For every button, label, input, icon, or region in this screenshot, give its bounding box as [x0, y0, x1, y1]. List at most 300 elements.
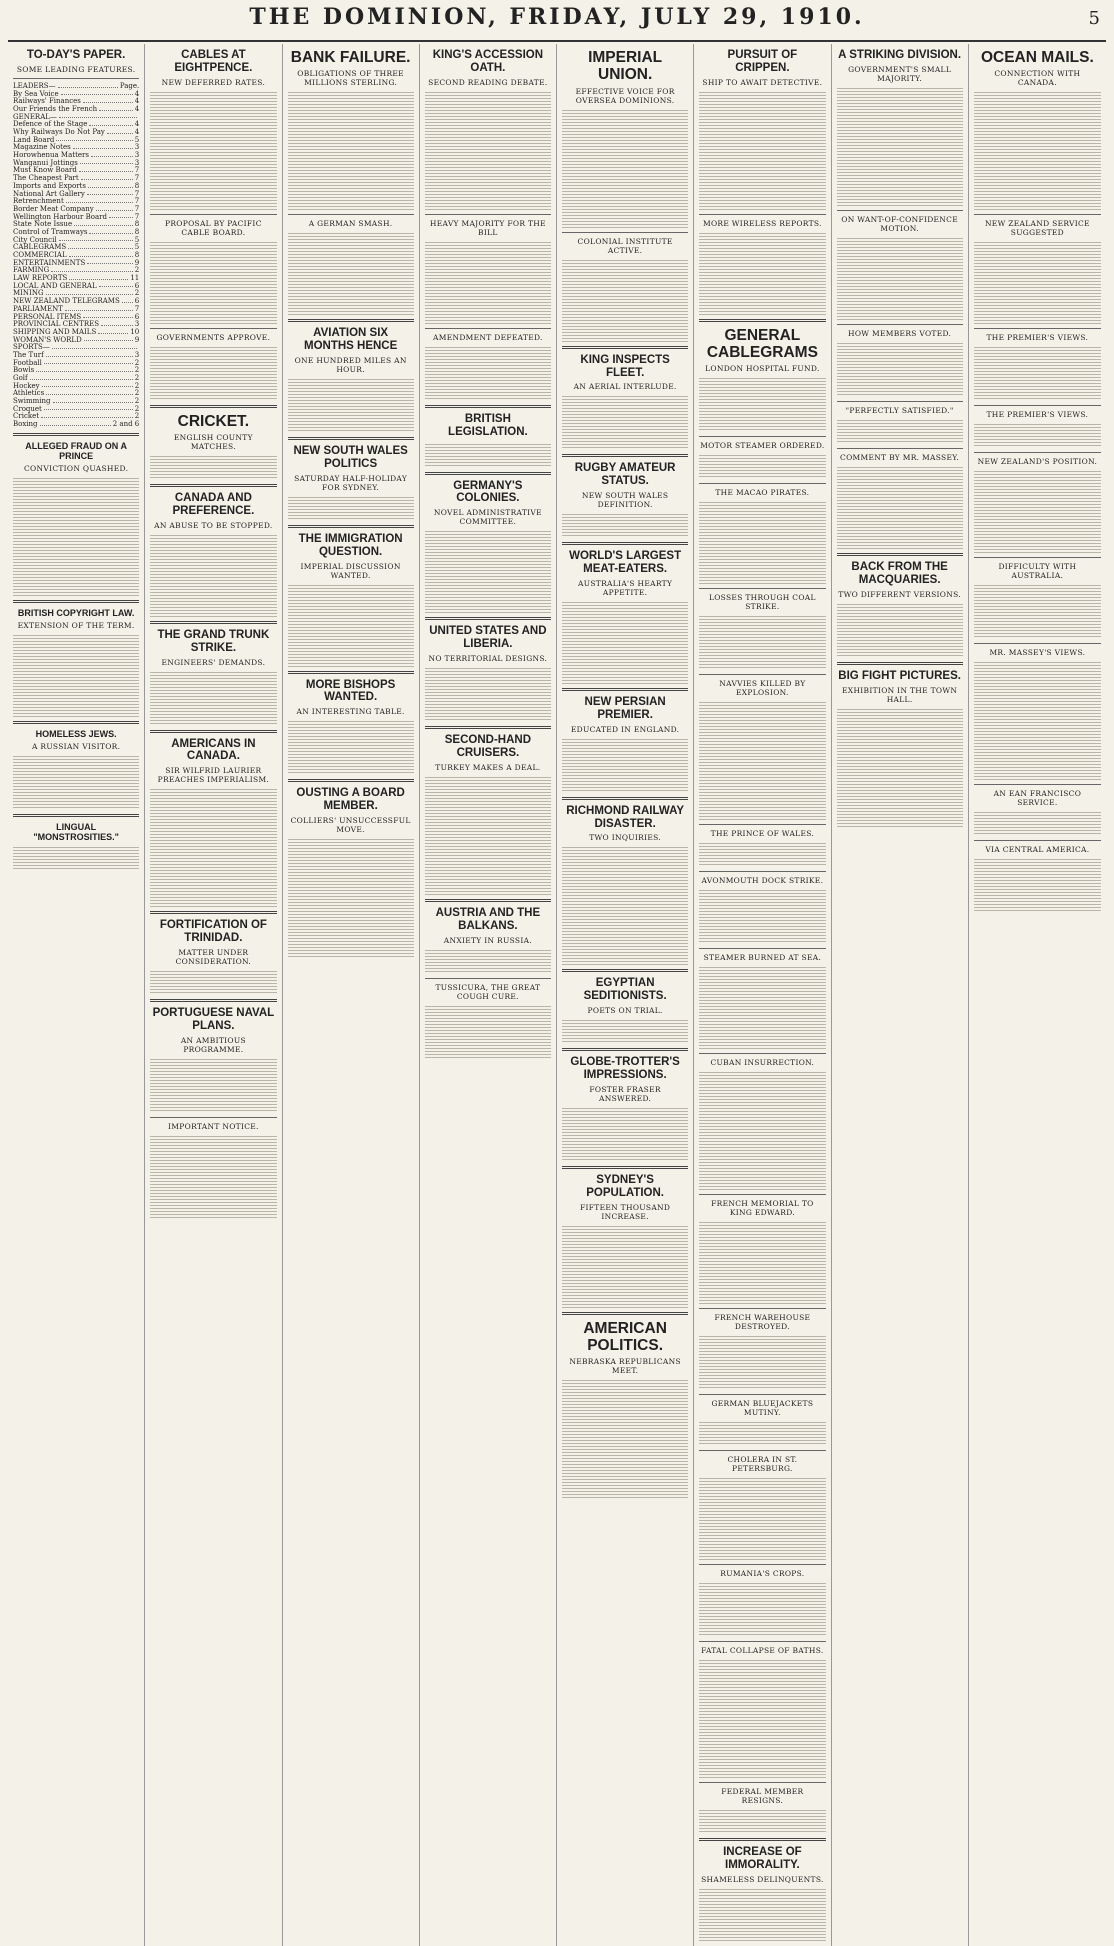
article-subheading: TWO INQUIRIES. [589, 833, 661, 843]
article-headline: BANK FAILURE. [290, 49, 411, 66]
index-label: Why Railways Do Not Pay [13, 128, 105, 136]
article-body [562, 1106, 688, 1162]
divider [13, 433, 139, 436]
article-subheading: SHIP TO AWAIT DETECTIVE. [702, 77, 823, 87]
divider [699, 1394, 825, 1395]
article-body [837, 465, 963, 549]
index-page: 2 [134, 366, 140, 375]
divider [150, 911, 276, 914]
article-headline: KING'S ACCESSION OATH. [432, 49, 544, 74]
article-body [837, 707, 963, 827]
article-body [974, 240, 1101, 324]
index-label: NEW ZEALAND TELEGRAMS [13, 297, 120, 306]
article-body [425, 948, 551, 974]
index-leader [53, 398, 133, 403]
article-subheading: ENGLISH COUNTY MATCHES. [173, 433, 253, 452]
article-subheading: A GERMAN SMASH. [308, 219, 393, 229]
index-label: WOMAN'S WORLD [13, 335, 82, 344]
index-label: The Cheapest Part [13, 174, 79, 183]
article-headline: BIG FIGHT PICTURES. [838, 669, 961, 682]
index-page: 5 [134, 135, 140, 144]
column-5-articles [562, 49, 688, 1498]
divider [699, 1053, 825, 1054]
article-subheading: SHAMELESS DELINQUENTS. [701, 1875, 824, 1885]
article-subheading: AN AERIAL INTERLUDE. [573, 382, 677, 392]
divider [562, 542, 688, 545]
divider [425, 726, 551, 729]
article-subheading: FRENCH WAREHOUSE DESTROYED. [714, 1313, 811, 1332]
index-label: COMMERCIAL [13, 251, 67, 259]
article-body [562, 1018, 688, 1044]
article-body [974, 90, 1101, 210]
article-subheading: LOSSES THROUGH COAL STRIKE. [708, 593, 816, 612]
article-subheading: OBLIGATIONS OF THREE MILLIONS STERLING. [297, 69, 404, 88]
index-page: 4 [134, 104, 140, 113]
columns [8, 44, 1106, 1885]
divider [562, 1048, 688, 1051]
index-page: 2 [134, 358, 140, 367]
article-body [699, 700, 825, 820]
index-leader [87, 260, 133, 265]
article-subheading: AN EAN FRANCISCO SERVICE. [993, 789, 1082, 808]
article-body [13, 633, 139, 717]
index-page: 9 [134, 258, 140, 267]
index-label: Wellington Harbour Board [13, 212, 107, 221]
article-body [699, 1658, 825, 1778]
index-page: 8 [134, 181, 140, 190]
index-page: 7 [134, 189, 140, 198]
index-leader [61, 91, 133, 96]
divider [425, 214, 551, 215]
divider [425, 899, 551, 902]
divider [13, 78, 139, 79]
article-body [699, 1334, 825, 1390]
divider [699, 1564, 825, 1565]
article-subheading: NEW SOUTH WALES DEFINITION. [581, 491, 669, 510]
index-row [13, 367, 139, 375]
article-body [150, 533, 276, 617]
index-label: Athletics [13, 389, 45, 398]
article-body [699, 1581, 825, 1637]
article-headline: THE IMMIGRATION QUESTION. [298, 532, 403, 558]
index-leader [58, 83, 118, 88]
index-page: 8 [134, 227, 140, 236]
article-body [974, 469, 1101, 553]
article-headline: WORLD'S LARGEST MEAT-EATERS. [569, 550, 682, 576]
article-headline: A STRIKING DIVISION. [838, 49, 962, 61]
index-leader [65, 306, 133, 311]
article-body [837, 236, 963, 320]
divider [699, 871, 825, 872]
article-subheading: AVONMOUTH DOCK STRIKE. [701, 876, 824, 886]
index-page: 9 [134, 335, 140, 344]
article-body [150, 969, 276, 995]
index-page: 3 [134, 158, 140, 167]
article-body [699, 841, 825, 867]
index-page: 6 [134, 297, 140, 306]
article-body [562, 600, 688, 684]
article-subheading: THE PREMIER'S VIEWS. [986, 410, 1089, 420]
index-leader [88, 183, 133, 188]
divider [562, 797, 688, 800]
article-headline: HOMELESS JEWS. [35, 729, 117, 740]
index-leader [107, 129, 133, 134]
index-row [13, 421, 139, 429]
divider [150, 730, 276, 733]
article-subheading: NEW DEFERRED RATES. [161, 77, 266, 87]
article-subheading: GERMAN BLUEJACKETS MUTINY. [711, 1399, 814, 1418]
article-subheading: FIFTEEN THOUSAND INCREASE. [580, 1202, 671, 1221]
article-subheading: AN ABUSE TO BE STOPPED. [154, 520, 273, 530]
column-8-articles [974, 49, 1101, 913]
index-leader [80, 160, 133, 165]
index-label: SHIPPING AND MAILS [13, 327, 97, 336]
divider [288, 671, 414, 674]
article-subheading: PROPOSAL BY PACIFIC CABLE BOARD. [164, 218, 262, 237]
article-headline: AUSTRIA AND THE BALKANS. [435, 906, 541, 932]
article-headline: IMPERIAL UNION. [588, 49, 663, 84]
article-headline: NEW PERSIAN PREMIER. [584, 695, 666, 721]
index-page: 4 [134, 128, 140, 136]
index-label: Railways' Finances [13, 97, 81, 106]
index-leader [30, 375, 133, 380]
article-subheading: NO TERRITORIAL DESIGNS. [428, 654, 548, 663]
divider [425, 617, 551, 620]
column-1 [8, 44, 145, 1946]
article-headline: LINGUAL "MONSTROSITIES." [33, 822, 119, 843]
index-page: 2 and 6 [112, 420, 140, 429]
index-page: 3 [134, 151, 140, 160]
article-subheading: COLONIAL INSTITUTE ACTIVE. [577, 236, 673, 255]
divider [562, 454, 688, 457]
column-8 [969, 44, 1106, 1946]
article-subheading: GOVERNMENTS APPROVE. [156, 332, 271, 342]
article-subheading: AUSTRALIA'S HEARTY APPETITE. [578, 578, 673, 597]
article-body [13, 845, 139, 871]
article-headline: THE GRAND TRUNK STRIKE. [157, 628, 270, 654]
index-page: 3 [134, 320, 140, 329]
article-subheading: MATTER UNDER CONSIDERATION. [175, 948, 252, 967]
divider [699, 1838, 825, 1841]
index-leader [96, 206, 133, 211]
index-leader [41, 413, 133, 418]
article-subheading: FRENCH MEMORIAL TO KING EDWARD. [711, 1199, 814, 1218]
article-subheading: NOVEL ADMINISTRATIVE COMMITTEE. [433, 508, 542, 527]
index-label: Football [13, 358, 42, 367]
divider [974, 214, 1101, 215]
article-body [699, 453, 825, 479]
divider [974, 840, 1101, 841]
article-body [150, 454, 276, 480]
divider [699, 1450, 825, 1451]
divider [699, 1308, 825, 1309]
index-page: 11 [130, 274, 140, 283]
article-body [150, 90, 276, 210]
index-label: Boxing [13, 420, 38, 429]
index-label: Horowhenua Matters [13, 151, 89, 160]
index-label: GENERAL— [13, 112, 57, 121]
article-subheading: POETS ON TRIAL. [587, 1006, 663, 1016]
index-page: Page. [119, 81, 140, 90]
article-body [425, 1004, 551, 1060]
index-page: 4 [134, 97, 140, 106]
divider [699, 948, 825, 949]
index-leader [79, 167, 133, 172]
article-body [699, 231, 825, 315]
divider [288, 437, 414, 440]
article-headline: EGYPTIAN SEDITIONISTS. [583, 977, 667, 1003]
column-3-articles [288, 49, 414, 957]
article-body [150, 670, 276, 726]
index-page: 2 [134, 266, 140, 275]
article-body [150, 240, 276, 324]
article-headline: BRITISH LEGISLATION. [448, 412, 528, 438]
article-body [425, 775, 551, 895]
index-page: 7 [134, 174, 140, 183]
index-label: Must Know Board [13, 166, 77, 175]
column-7-articles [837, 49, 963, 827]
article-body [150, 345, 276, 401]
article-headline: RICHMOND RAILWAY DISASTER. [566, 804, 685, 830]
article-subheading: HOW MEMBERS VOTED. [848, 328, 952, 338]
article-body [425, 666, 551, 722]
article-body [699, 1420, 825, 1446]
article-subheading: COMMENT BY MR. MASSEY. [840, 452, 960, 462]
article-body [837, 341, 963, 397]
article-subheading: FATAL COLLAPSE OF BATHS. [701, 1646, 824, 1656]
column-2-articles [150, 49, 276, 1218]
column-2 [145, 44, 282, 1946]
divider [150, 328, 276, 329]
divider [974, 405, 1101, 406]
article-subheading: A RUSSIAN VISITOR. [31, 742, 121, 752]
article-headline: SECOND-HAND CRUISERS. [444, 734, 531, 759]
index-page: 4 [134, 120, 140, 129]
index-label: PARLIAMENT [13, 304, 63, 313]
divider [288, 779, 414, 782]
index-leader [73, 144, 133, 149]
divider [425, 405, 551, 408]
article-body [150, 1134, 276, 1218]
article-body [974, 422, 1101, 448]
index-leader [89, 229, 132, 234]
index-label: Golf [13, 374, 28, 382]
index-list [13, 83, 139, 429]
article-subheading: GOVERNMENT'S SMALL MAJORITY. [848, 64, 952, 83]
column-1-articles [13, 441, 139, 871]
index-label: Cricket [13, 412, 40, 421]
article-subheading: ON WANT-OF-CONFIDENCE MOTION. [841, 214, 958, 233]
index-label: LAW REPORTS [13, 274, 68, 283]
divider [288, 525, 414, 528]
index-page: 2 [134, 374, 140, 382]
article-headline: OCEAN MAILS. [980, 49, 1094, 66]
index-label: SPORTS— [13, 343, 50, 352]
article-subheading: TWO DIFFERENT VERSIONS. [838, 589, 961, 599]
article-subheading: STEAMER BURNED AT SEA. [703, 953, 822, 963]
article-body [699, 500, 825, 584]
index-page: 2 [134, 404, 140, 413]
article-headline: INCREASE OF IMMORALITY. [723, 1846, 802, 1872]
article-subheading: MOTOR STEAMER ORDERED. [700, 441, 825, 451]
index-leader [44, 406, 133, 411]
index-label: Land Board [13, 135, 55, 144]
article-body [974, 857, 1101, 913]
divider [150, 1117, 276, 1118]
divider [13, 600, 139, 603]
article-headline: CABLES AT EIGHTPENCE. [174, 49, 253, 74]
index-leader [122, 298, 133, 303]
index-label: Imports and Exports [13, 181, 86, 190]
article-body [150, 787, 276, 907]
article-subheading: EXHIBITION IN THE TOWN HALL. [842, 685, 958, 704]
article-body [13, 476, 139, 596]
index-leader [87, 191, 133, 196]
article-subheading: EXTENSION OF THE TERM. [17, 621, 135, 631]
article-subheading: TURKEY MAKES A DEAL. [435, 762, 541, 772]
divider [837, 662, 963, 665]
divider [425, 472, 551, 475]
article-body [699, 1808, 825, 1834]
article-subheading: DIFFICULTY WITH AUSTRALIA. [998, 562, 1077, 581]
index-page: 6 [134, 312, 140, 321]
divider [150, 621, 276, 624]
article-body [425, 529, 551, 613]
column-6 [694, 44, 831, 1946]
index-leader [101, 321, 133, 326]
divider [699, 824, 825, 825]
article-body [974, 583, 1101, 639]
divider [562, 1312, 688, 1315]
article-headline: AMERICANS IN CANADA. [171, 737, 256, 763]
article-body [425, 442, 551, 468]
article-headline: KING INSPECTS FLEET. [580, 353, 670, 379]
article-body [974, 660, 1101, 780]
article-headline: UNITED STATES AND LIBERIA. [429, 625, 547, 651]
index-label: Retrenchment [13, 197, 64, 206]
index-leader [56, 137, 132, 142]
index-label: Croquet [13, 404, 42, 413]
article-body [562, 258, 688, 342]
column-3 [283, 44, 420, 1946]
divider [150, 214, 276, 215]
article-body [699, 888, 825, 944]
divider [837, 401, 963, 402]
article-headline: AMERICAN POLITICS. [583, 1319, 667, 1355]
index-leader [59, 114, 137, 119]
divider [974, 328, 1101, 329]
article-body [425, 240, 551, 324]
index-page: 7 [134, 197, 140, 206]
article-subheading: CUBAN INSURRECTION. [710, 1058, 815, 1068]
article-body [288, 837, 414, 957]
divider [699, 319, 825, 322]
index-leader [36, 367, 133, 372]
article-subheading: RUMANIA'S CROPS. [720, 1569, 805, 1579]
index-leader [52, 344, 137, 349]
index-leader [68, 244, 133, 249]
article-body [699, 1887, 825, 1943]
article-subheading: VIA CENTRAL AMERICA. [985, 845, 1090, 855]
divider [699, 1641, 825, 1642]
index-page: 2 [134, 389, 140, 398]
index-label: State Note Issue [13, 220, 73, 229]
index-leader [46, 352, 133, 357]
index-page: 3 [134, 143, 140, 152]
article-subheading: EFFECTIVE VOICE FOR OVERSEA DOMINIONS. [575, 86, 675, 105]
article-subheading: CHOLERA IN ST. PETERSBURG. [727, 1455, 798, 1474]
article-subheading: NEBRASKA REPUBLICANS MEET. [569, 1357, 681, 1376]
article-headline: ALLEGED FRAUD ON A PRINCE [25, 440, 127, 461]
index-leader [99, 283, 133, 288]
article-subheading: THE PRINCE OF WALES. [710, 829, 815, 839]
article-headline: FORTIFICATION OF TRINIDAD. [159, 919, 267, 945]
divider [562, 1166, 688, 1169]
article-body [974, 345, 1101, 401]
divider [699, 1194, 825, 1195]
index-leader [91, 152, 133, 157]
article-headline: GERMANY'S COLONIES. [453, 479, 523, 505]
article-body [974, 810, 1101, 836]
article-headline: RUGBY AMATEUR STATUS. [574, 462, 676, 488]
article-headline: CANADA AND PREFERENCE. [172, 492, 255, 517]
article-subheading: ANXIETY IN RUSSIA. [443, 935, 533, 945]
index-subtitle: SOME LEADING FEATURES. [16, 64, 136, 74]
article-subheading: LONDON HOSPITAL FUND. [705, 364, 820, 374]
article-body [288, 719, 414, 775]
index-leader [89, 121, 132, 126]
index-label: Wanganui Jottings [13, 158, 78, 167]
divider [562, 346, 688, 349]
index-label: Swimming [13, 397, 51, 406]
article-body [288, 90, 414, 210]
article-headline: OUSTING A BOARD MEMBER. [296, 787, 405, 813]
index-leader [69, 275, 128, 280]
article-headline: GENERAL CABLEGRAMS [706, 326, 818, 362]
article-body [699, 1070, 825, 1190]
divider [150, 484, 276, 487]
article-subheading: EDUCATED IN ENGLAND. [570, 724, 680, 734]
index-label: National Art Gallery [13, 189, 85, 198]
divider [425, 328, 551, 329]
index-label: LEADERS— [13, 81, 56, 90]
article-subheading: SATURDAY HALF-HOLIDAY FOR SYDNEY. [294, 473, 408, 492]
index-leader [69, 252, 133, 257]
article-headline: CRICKET. [177, 412, 250, 430]
index-label: FARMING [13, 266, 50, 275]
index-page: 2 [134, 412, 140, 421]
article-subheading: TUSSICURA, THE GREAT COUGH CURE. [435, 982, 541, 1001]
index-page: 10 [130, 327, 140, 336]
index-leader [40, 421, 111, 426]
article-subheading: MR. MASSEY'S VIEWS. [989, 648, 1086, 658]
divider [150, 999, 276, 1002]
index-leader [59, 237, 133, 242]
divider [974, 557, 1101, 558]
index-page: 8 [134, 220, 140, 229]
article-body [699, 1476, 825, 1560]
article-subheading: ENGINEERS' DEMANDS. [161, 657, 266, 667]
divider [562, 232, 688, 233]
page-number: 5 [1088, 8, 1100, 29]
divider [288, 214, 414, 215]
divider [699, 1782, 825, 1783]
article-body [562, 394, 688, 450]
article-headline: NEW SOUTH WALES POLITICS [293, 445, 408, 470]
index-leader [84, 337, 133, 342]
divider [699, 436, 825, 437]
index-leader [42, 383, 133, 388]
